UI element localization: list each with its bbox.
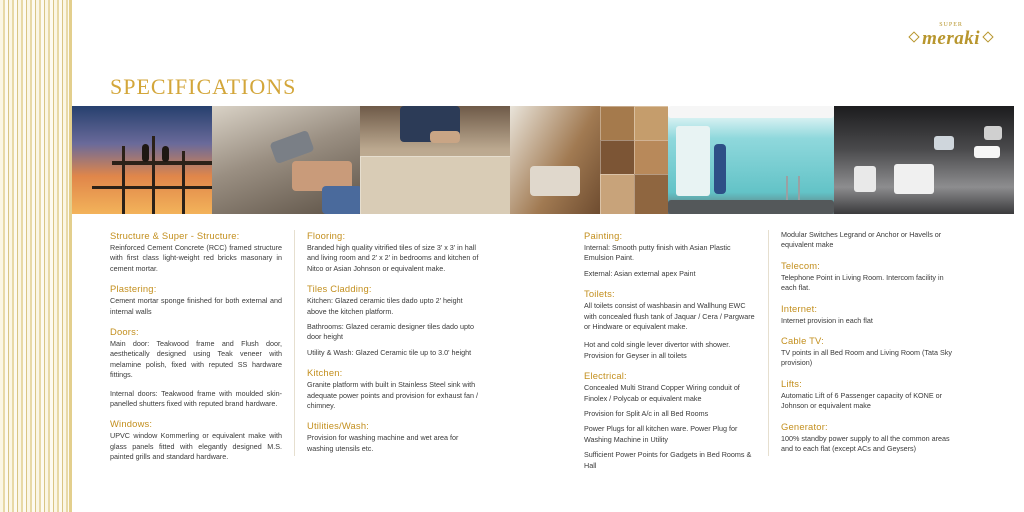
spec-internet [781,303,953,326]
brand-name: meraki [922,28,980,49]
spec-column-1 [110,230,282,472]
spec-heading: Toilets: [584,288,615,300]
spec-text: Granite platform with built in Stainless Steel sink with adequate power points and provision for exhaust fan / chimney. [307,380,479,411]
spec-text: Utility & Wash: Glazed Ceramic tile up to 3.0' height [307,347,472,357]
spec-text: Branded high quality vitrified tiles of size 3' x 3' in hall and living room and 2' x 2' in bedrooms and kitchen of Nitco or Asian Johnson or equivalent make. [307,243,479,273]
spec-cable-tv [781,335,953,369]
spec-heading: Plastering: [110,283,157,295]
logo-ornament-icon [982,31,993,42]
photo-painting [668,106,834,214]
photo-plastering [212,106,360,214]
spec-text: Reinforced Cement Concrete (RCC) framed structure with first class light-weight red bricks masonary in cement mortar. [110,243,282,273]
spec-text: Internal: Smooth putty finish with Asian Plastic Emulsion Paint. [584,243,731,263]
spec-text: Sufficient Power Points for Gadgets in Bed Rooms & Hall [584,450,752,470]
spec-text: TV points in all Bed Room and Living Room (Tata Sky provision) [781,348,952,368]
brand-logo [906,22,996,50]
spec-text: Modular Switches Legrand or Anchor or Havells or equivalent make [781,230,942,250]
spec-heading: Windows: [110,418,153,430]
spec-text: External: Asian external apex Paint [584,268,696,278]
spec-heading: Generator: [781,420,828,432]
spec-text: Provision for washing machine and wet area for washing utensils etc. [307,433,459,453]
spec-heading: Cable TV: [781,335,824,347]
spec-painting [584,230,756,279]
spec-text: Telephone Point in Living Room. Intercom facility in each flat. [781,272,944,293]
spec-heading: Flooring: [307,230,346,241]
specifications-body [0,230,1024,512]
spec-tiles-cladding [307,283,479,358]
spec-text: 100% standby power supply to all the common areas and to each flat (except ACs and Geysers) [781,433,950,454]
spec-text: Kitchen: Glazed ceramic tiles dado upto 2' height above the kitchen platform. [307,296,463,316]
spec-heading: Electrical: [584,370,627,382]
spec-text: Concealed Multi Strand Copper Wiring conduit of Finolex / Polycab or equivalent make [584,383,740,403]
spec-utilities [307,420,479,454]
spec-text: Bathrooms: Glazed ceramic designer tiles dado upto door height [307,322,474,342]
spec-heading: Structure & Super - Structure: [110,230,240,241]
spec-column-2 [307,230,479,463]
spec-text: Provision for Split A/c in all Bed Rooms [584,409,709,419]
spec-toilets [584,288,756,361]
spec-doors [110,326,282,409]
spec-text: Cement mortar sponge finished for both external and internal walls [110,296,282,316]
spec-electrical [584,370,756,471]
spec-generator [781,421,953,455]
spec-structure [110,230,282,274]
spec-text: Hot and cold single lever divertor with shower. Provision for Geyser in all toilets [584,340,731,360]
spec-heading: Internet: [781,302,818,314]
spec-text: UPVC window Kommerling or equivalent make with glass panels fitted with elegantly designed M.S. painted grills and standard hardware. [110,431,282,462]
spec-heading: Tiles Cladding: [307,283,372,295]
spec-telecom [781,260,953,294]
spec-switches [781,230,953,251]
spec-windows [110,418,282,462]
photo-tiles [510,106,668,214]
spec-heading: Lifts: [781,377,802,389]
page-title: SPECIFICATIONS [110,74,297,99]
spec-heading: Painting: [584,230,623,241]
spec-column-3 [584,230,756,480]
photo-construction [72,106,212,214]
photo-bathroom [834,106,1014,214]
spec-text: Internal doors: Teakwood frame with moulded skin-panelled shutters fixed with reputed brand hardware. [110,388,282,409]
spec-kitchen [307,367,479,411]
spec-heading: Utilities/Wash: [307,420,370,432]
spec-text: Automatic Lift of 6 Passenger capacity of KONE or Johnson or equivalent make [781,390,942,411]
spec-column-4 [781,230,953,463]
spec-text: Power Plugs for all kitchen ware. Power Plug for Washing Machine in Utility [584,424,738,444]
photo-flooring [360,106,510,214]
spec-text: Internet provision in each flat [781,315,873,325]
spec-plastering [110,283,282,317]
spec-flooring [307,230,479,274]
spec-text: All toilets consist of washbasin and Wallhung EWC with concealed flush tank of Jaquar / Cera / Pargware or Hindware or equivalent make. [584,301,755,332]
photo-strip [72,106,1024,214]
spec-heading: Doors: [110,326,139,338]
spec-heading: Kitchen: [307,367,343,379]
spec-text: Main door: Teakwood frame and Flush door, aesthetically designed using Teak veneer with melamine polish, fixed with reputed SS hardware fittings. [110,339,282,380]
brand-super: SUPER [939,22,963,28]
spec-lifts [781,378,953,412]
spec-heading: Telecom: [781,259,821,271]
logo-ornament-icon [908,31,919,42]
